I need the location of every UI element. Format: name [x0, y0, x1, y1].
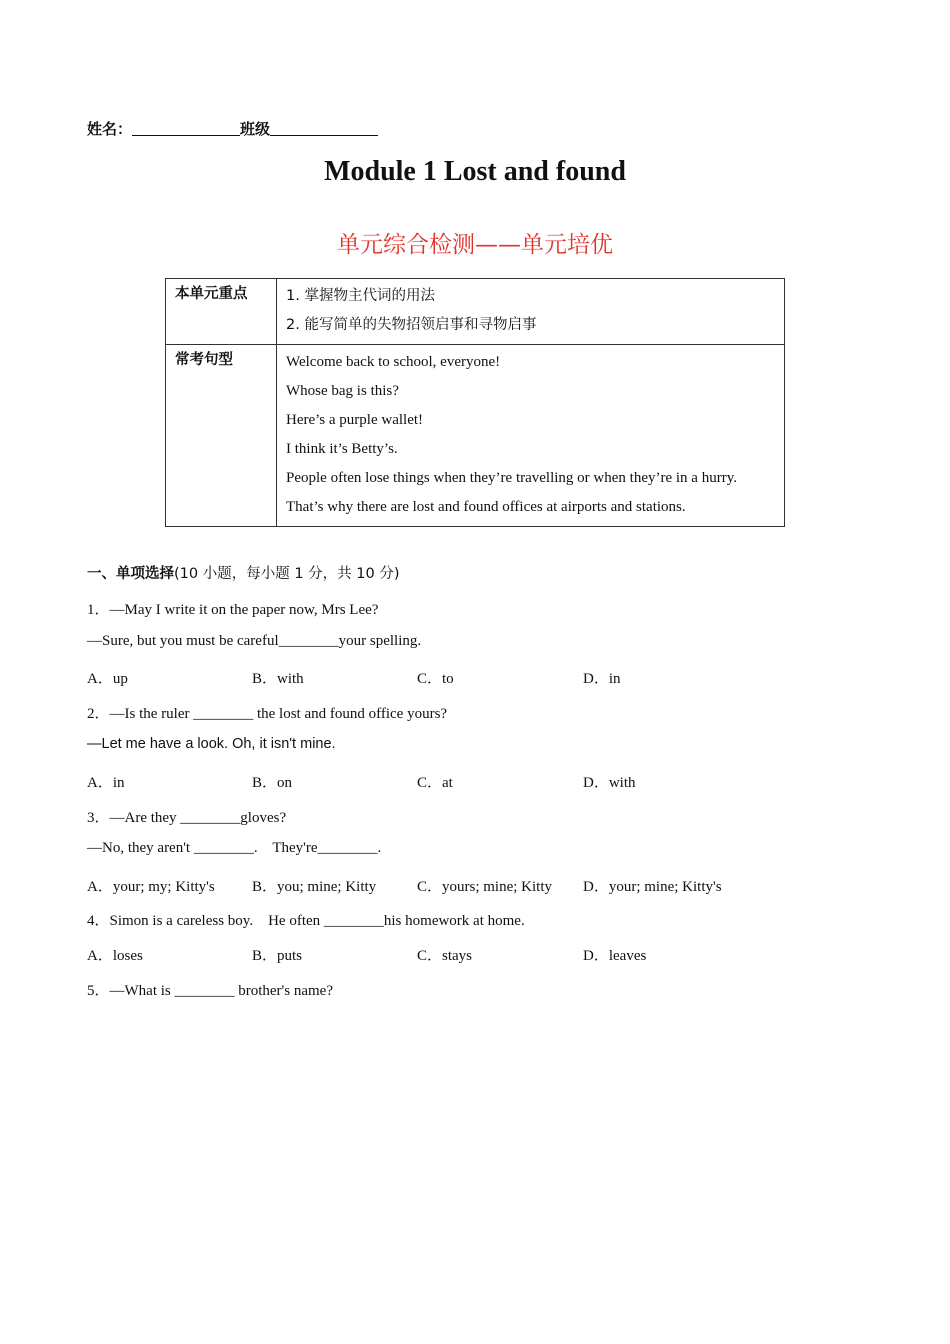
name-class-line	[87, 118, 378, 139]
question-4-option-a: A．loses	[87, 948, 143, 964]
question-3-option-c: C．yours; mine; Kitty	[417, 879, 553, 895]
question-2-option-b: B．on	[252, 775, 293, 791]
question-1-reply: —Sure, but you must be careful________your spelling.	[87, 633, 422, 649]
question-3-option-b: B．you; mine; Kitty	[252, 879, 377, 895]
question-3-reply: —No, they aren't ________. They're________.	[87, 840, 382, 856]
patterns-label: 常考句型	[166, 345, 277, 527]
focus-item: 2. 能写简单的失物招领启事和寻物启事	[286, 317, 537, 333]
question-1-option-c: C．to	[417, 671, 454, 687]
class-blank	[270, 121, 378, 136]
pattern-sentence: Whose bag is this?	[286, 383, 399, 399]
patterns-row	[166, 345, 785, 527]
question-4-option-b: B．puts	[252, 948, 303, 964]
patterns-cell	[277, 345, 785, 527]
question-1-option-b: B．with	[252, 671, 304, 687]
focus-item: 1. 掌握物主代词的用法	[286, 288, 435, 304]
focus-cell	[277, 279, 785, 345]
pattern-sentence: I think it’s Betty’s.	[286, 441, 398, 457]
question-3-option-d: D．your; mine; Kitty's	[583, 879, 722, 895]
question-2-reply: —Let me have a look. Oh, it isn't mine.	[87, 736, 336, 752]
page-subtitle: 单元综合检测——单元培优	[337, 232, 613, 258]
question-3-stem: 3．—Are they ________gloves?	[87, 810, 287, 826]
question-3-option-a: A．your; my; Kitty's	[87, 879, 215, 895]
class-label: 班级	[240, 122, 271, 138]
question-2-option-a: A．in	[87, 775, 125, 791]
question-2-stem: 2．—Is the ruler ________ the lost and found office yours?	[87, 706, 448, 722]
section-note: (10 小题，每小题 1 分，共 10 分)	[174, 566, 400, 582]
question-1-option-d: D．in	[583, 671, 621, 687]
name-label: 姓名：	[87, 122, 133, 138]
question-2-option-d: D．with	[583, 775, 636, 791]
section-heading	[87, 562, 400, 583]
page-title: Module 1 Lost and found	[324, 156, 626, 187]
pattern-sentence: That’s why there are lost and found offices at airports and stations.	[286, 499, 686, 515]
question-4-stem: 4．Simon is a careless boy. He often ________his homework at home.	[87, 913, 525, 929]
question-1-stem: 1．—May I write it on the paper now, Mrs Lee?	[87, 602, 379, 618]
focus-label: 本单元重点	[166, 279, 277, 345]
question-5-stem: 5．—What is ________ brother's name?	[87, 983, 333, 999]
question-2-option-c: C．at	[417, 775, 453, 791]
pattern-sentence: Here’s a purple wallet!	[286, 412, 424, 428]
unit-summary-table	[165, 278, 785, 527]
section-title: 一、单项选择	[87, 566, 174, 582]
pattern-sentence: People often lose things when they’re travelling or when they’re in a hurry.	[286, 470, 737, 486]
question-4-option-c: C．stays	[417, 948, 473, 964]
question-1-option-a: A．up	[87, 671, 128, 687]
pattern-sentence: Welcome back to school, everyone!	[286, 354, 501, 370]
question-4-option-d: D．leaves	[583, 948, 647, 964]
name-blank	[132, 121, 240, 136]
focus-row	[166, 279, 785, 345]
